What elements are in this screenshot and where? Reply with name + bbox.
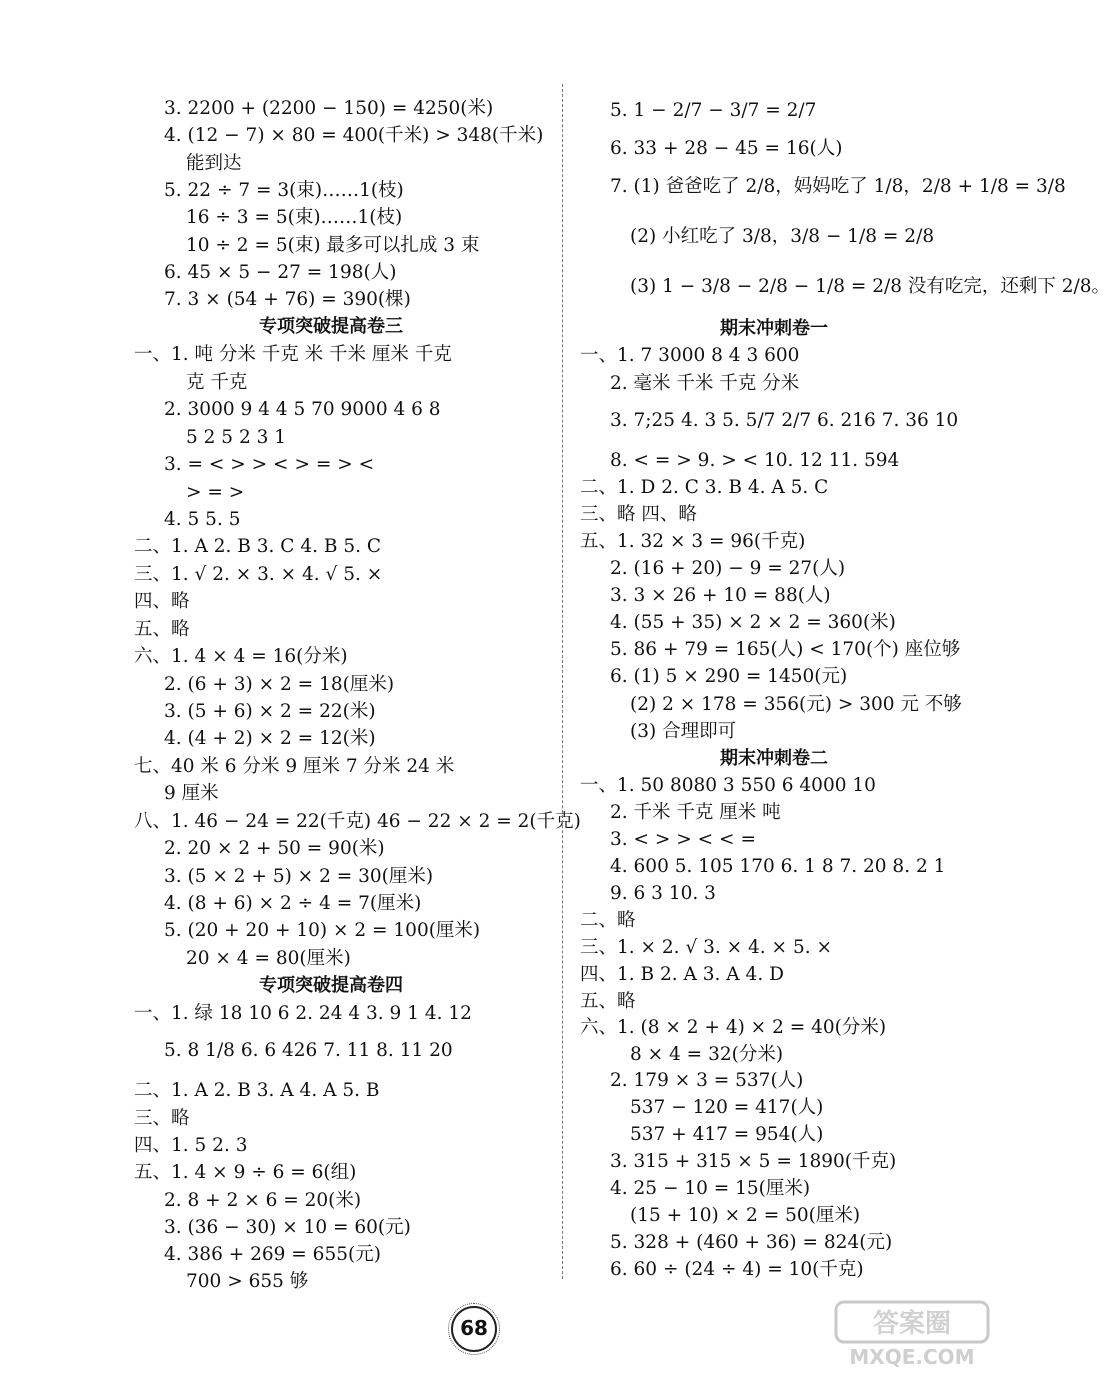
answer-line: 五、1. 32 × 3 = 96(千克) [580, 531, 806, 552]
answer-line: 3. (5 + 6) × 2 = 22(米) [164, 701, 376, 722]
answer-line: 四、略 [134, 591, 190, 612]
answer-line: 二、略 [580, 910, 636, 931]
answer-line: 5 2 5 2 3 1 [186, 427, 287, 448]
answer-line: 7. (1) 爸爸吃了 2/8，妈妈吃了 1/8，2/8 + 1/8 = 3/8 [610, 176, 1066, 197]
answer-line: (2) 小红吃了 3/8，3/8 − 1/8 = 2/8 [630, 226, 935, 247]
answer-line: 2. (16 + 20) − 9 = 27(人) [610, 558, 846, 579]
answer-line: 9. 6 3 10. 3 [610, 883, 716, 904]
answer-line: 3. 315 + 315 × 5 = 1890(千克) [610, 1151, 897, 1172]
answer-line: 四、1. B 2. A 3. A 4. D [580, 964, 784, 985]
answer-line: 5. 8 1/8 6. 6 426 7. 11 8. 11 20 [164, 1040, 453, 1061]
answer-line: 16 ÷ 3 = 5(束)……1(枝) [186, 207, 403, 228]
answer-line: 6. (1) 5 × 290 = 1450(元) [610, 666, 848, 687]
answer-line: 700 > 655 够 [186, 1271, 309, 1292]
answer-line: 537 + 417 = 954(人) [630, 1124, 824, 1145]
answer-line: 能到达 [186, 153, 242, 174]
answer-line: 二、1. A 2. B 3. C 4. B 5. C [134, 536, 382, 557]
answer-line: > = > [186, 482, 245, 503]
section-heading: 专项突破提高卷三 [259, 316, 403, 337]
answer-line: 5. 86 + 79 = 165(人) < 170(个) 座位够 [610, 639, 961, 660]
answer-line: 七、40 米 6 分米 9 厘米 7 分米 24 米 [134, 756, 455, 777]
answer-line: 3. (5 × 2 + 5) × 2 = 30(厘米) [164, 866, 434, 887]
answer-line: 二、1. A 2. B 3. A 4. A 5. B [134, 1080, 380, 1101]
answer-line: (15 + 10) × 2 = 50(厘米) [630, 1205, 861, 1226]
answer-line: 克 千克 [186, 372, 248, 393]
answer-line: 4. (55 + 35) × 2 × 2 = 360(米) [610, 612, 896, 633]
answer-line: (3) 1 − 3/8 − 2/8 − 1/8 = 2/8 没有吃完，还剩下 2/8。 [630, 276, 1110, 297]
answer-line: 8 × 4 = 32(分米) [630, 1044, 784, 1065]
answer-line: 五、略 [580, 991, 636, 1012]
answer-line: 8. < = > 9. > < 10. 12 11. 594 [610, 450, 900, 471]
answer-line: 2. 20 × 2 + 50 = 90(米) [164, 838, 385, 859]
svg-text:MXQE.COM: MXQE.COM [849, 1345, 975, 1369]
answer-line: 六、1. 4 × 4 = 16(分米) [134, 646, 348, 667]
answer-line: 2. 8 + 2 × 6 = 20(米) [164, 1190, 362, 1211]
answer-line: 一、1. 7 3000 8 4 3 600 [580, 345, 800, 366]
answer-line: 10 ÷ 2 = 5(束) 最多可以扎成 3 束 [186, 235, 480, 256]
section-heading: 期末冲刺卷一 [720, 318, 828, 339]
answer-line: 二、1. D 2. C 3. B 4. A 5. C [580, 477, 829, 498]
answer-line: 5. 328 + (460 + 36) = 824(元) [610, 1232, 893, 1253]
answer-line: 3. 7;25 4. 3 5. 5/7 2/7 6. 216 7. 36 10 [610, 410, 959, 431]
answer-line: 三、1. × 2. √ 3. × 4. × 5. × [580, 937, 832, 958]
answer-line: 5. 1 − 2/7 − 3/7 = 2/7 [610, 100, 817, 121]
answer-line: 4. (8 + 6) × 2 ÷ 4 = 7(厘米) [164, 893, 422, 914]
answer-line: 2. 毫米 千米 千克 分米 [610, 373, 800, 394]
answer-line: 四、1. 5 2. 3 [134, 1135, 248, 1156]
answer-line: 4. 600 5. 105 170 6. 1 8 7. 20 8. 2 1 [610, 856, 946, 877]
answer-line: 537 − 120 = 417(人) [630, 1097, 824, 1118]
answer-line: 3. 3 × 26 + 10 = 88(人) [610, 585, 831, 606]
column-divider [562, 84, 563, 1279]
answer-line: 4. (4 + 2) × 2 = 12(米) [164, 728, 376, 749]
answer-line: 5. (20 + 20 + 10) × 2 = 100(厘米) [164, 920, 481, 941]
page-number: 68 [451, 1306, 497, 1352]
answer-line: 三、1. √ 2. × 3. × 4. √ 5. × [134, 564, 383, 585]
answer-line: 六、1. (8 × 2 + 4) × 2 = 40(分米) [580, 1017, 887, 1038]
answer-line: 4. (12 − 7) × 80 = 400(千米) > 348(千米) [164, 125, 544, 146]
answer-line: 2. 3000 9 4 4 5 70 9000 4 6 8 [164, 399, 441, 420]
answer-line: 三、略 四、略 [580, 504, 697, 525]
answer-line: 八、1. 46 − 24 = 22(千克) 46 − 22 × 2 = 2(千克) [134, 811, 581, 832]
answer-line: 一、1. 50 8080 3 550 6 4000 10 [580, 775, 876, 796]
svg-text:答案圈: 答案圈 [872, 1309, 952, 1339]
answer-line: 3. < > > < < = [610, 829, 756, 850]
answer-line: 一、1. 绿 18 10 6 2. 24 4 3. 9 1 4. 12 [134, 1003, 472, 1024]
answer-line: 6. 60 ÷ (24 ÷ 4) = 10(千克) [610, 1259, 864, 1280]
answer-line: 五、1. 4 × 9 ÷ 6 = 6(组) [134, 1162, 357, 1183]
answer-line: 3. = < > > < > = > < [164, 454, 375, 475]
answer-line: 3. (36 − 30) × 10 = 60(元) [164, 1217, 411, 1238]
answer-line: 2. 179 × 3 = 537(人) [610, 1070, 804, 1091]
watermark-logo [832, 1298, 992, 1370]
answer-line: 7. 3 × (54 + 76) = 390(棵) [164, 289, 411, 310]
answer-line: (2) 2 × 178 = 356(元) > 300 元 不够 [630, 694, 962, 715]
answer-line: 20 × 4 = 80(厘米) [186, 948, 351, 969]
answer-line: 五、略 [134, 619, 190, 640]
section-heading: 期末冲刺卷二 [720, 748, 828, 769]
answer-line: 9 厘米 [164, 783, 219, 804]
answer-line: (3) 合理即可 [630, 721, 737, 742]
answer-line: 4. 5 5. 5 [164, 509, 241, 530]
answer-line: 三、略 [134, 1108, 190, 1129]
answer-line: 3. 2200 + (2200 − 150) = 4250(米) [164, 98, 494, 119]
answer-line: 2. (6 + 3) × 2 = 18(厘米) [164, 674, 395, 695]
answer-line: 2. 千米 千克 厘米 吨 [610, 802, 781, 823]
answer-line: 6. 33 + 28 − 45 = 16(人) [610, 138, 843, 159]
answer-line: 5. 22 ÷ 7 = 3(束)……1(枝) [164, 180, 404, 201]
answer-line: 一、1. 吨 分米 千克 米 千米 厘米 千克 [134, 344, 452, 365]
answer-line: 4. 386 + 269 = 655(元) [164, 1244, 381, 1265]
section-heading: 专项突破提高卷四 [259, 975, 403, 996]
answer-line: 6. 45 × 5 − 27 = 198(人) [164, 262, 397, 283]
answer-line: 4. 25 − 10 = 15(厘米) [610, 1178, 811, 1199]
